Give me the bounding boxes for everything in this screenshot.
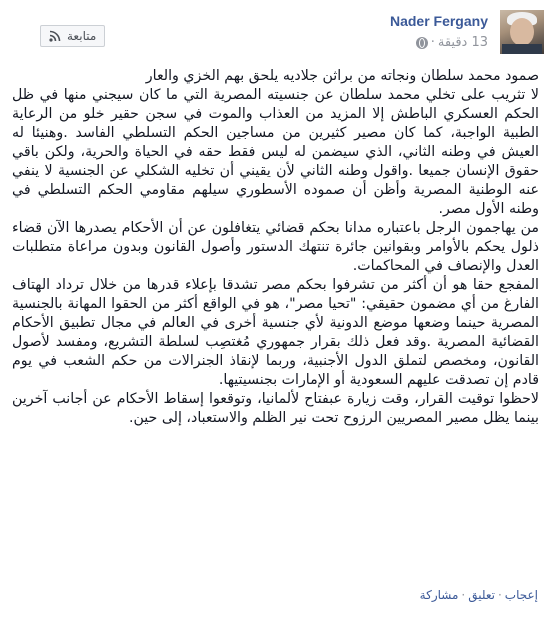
post-body <box>12 67 539 428</box>
follow-button[interactable] <box>40 25 105 47</box>
avatar-face <box>510 18 534 46</box>
post-header <box>0 10 550 62</box>
post-meta <box>416 35 488 50</box>
post-paragraph: صمود محمد سلطان ونجاته من براثن جلاديه يلحق بهم الخزي والعار <box>145 68 539 84</box>
post-paragraph: لاحظوا توقيت القرار، وقت زيارة عبفتاح لألمانيا، وتوقعوا إسقاط الأحكام عن أجانب آخرين بينما يظل مصير المصريين الرزوح تحت نير الظلم والاستعباد، إلى حين. <box>12 391 539 426</box>
action-separator: · <box>497 588 502 602</box>
comment-link[interactable]: تعليق <box>468 588 495 602</box>
action-separator: · <box>461 588 466 602</box>
globe-icon[interactable] <box>416 37 428 49</box>
avatar-shirt <box>502 44 542 54</box>
post-actions <box>420 588 538 602</box>
share-link[interactable]: مشاركة <box>419 588 459 602</box>
author-name[interactable]: Nader Fergany <box>389 13 488 29</box>
author-avatar[interactable] <box>500 10 544 54</box>
post-paragraph: من يهاجمون الرجل باعتباره مدانا بحكم قضائي يتغافلون عن أن الأحكام يصدرها الآن قضاء ذلول يحكم بالأوامر وبقوانين جائرة تنتهك الدستور وأصول القانون وبدون مراعاة متطلبات العدل والإنصاف في المحاكمات. <box>12 220 539 274</box>
separator-dot: · <box>430 35 435 50</box>
follow-label: متابعة <box>67 29 97 43</box>
post-paragraph: المفجع حقا هو أن أكثر من تشرفوا بحكم مصر تشدقا بإعلاء قدرها من خلال ترداد الهتاف الفارغ من أي مضمون حقيقي: "تحيا مصر"، هو في الواقع أكثر من الحقوا المهانة بالجنسية المصرية حينما وضعها موضع الدونية لأي جنسية أخرى في العالم في مجال تطبيق الأحكام القضائية المصرية .وقد فعل ذلك بقرار جمهوري مُغتصِب لسلطة التشريع، ومفسد لأصول القانون، ومخصص لتملق الدول الأجنبية، وربما لإنقاذ الجنرالات من حكم الشعب في يوم قادم إن تصدقت عليهم السعودية أو الإمارات بجنسيتيها. <box>12 277 539 388</box>
post-time[interactable]: 13 دقيقة <box>437 35 488 50</box>
post-paragraph: لا تثريب على تخلي محمد سلطان عن جنسيته المصرية التي ما كان سيجني منها في ظل الحكم العسكري الباطش إلا المزيد من العذاب والموت في سجن حقير خلو من الرعاية الطبية الواجبة، كما كان مصير كثيرين من مساجين الحكم التسلطي الفاسد .وهنيئا له العيش في وطنه الثاني، الذي سيضمن له ليس فقط حقه في الحياة والحرية، ولكن باقي حقوق الإنسان جميعا .واقول وطنه الثاني لأن يقيني أن تخليه الشكلي عن الجنسية لا ينفي عنه الوطنية المصرية وأظن أن صموده الأسطوري سيلهم مقاومي الحكم التسلطي في وطنه الأول مصر. <box>12 87 539 217</box>
rss-icon <box>49 30 61 42</box>
like-link[interactable]: إعجاب <box>504 588 538 602</box>
